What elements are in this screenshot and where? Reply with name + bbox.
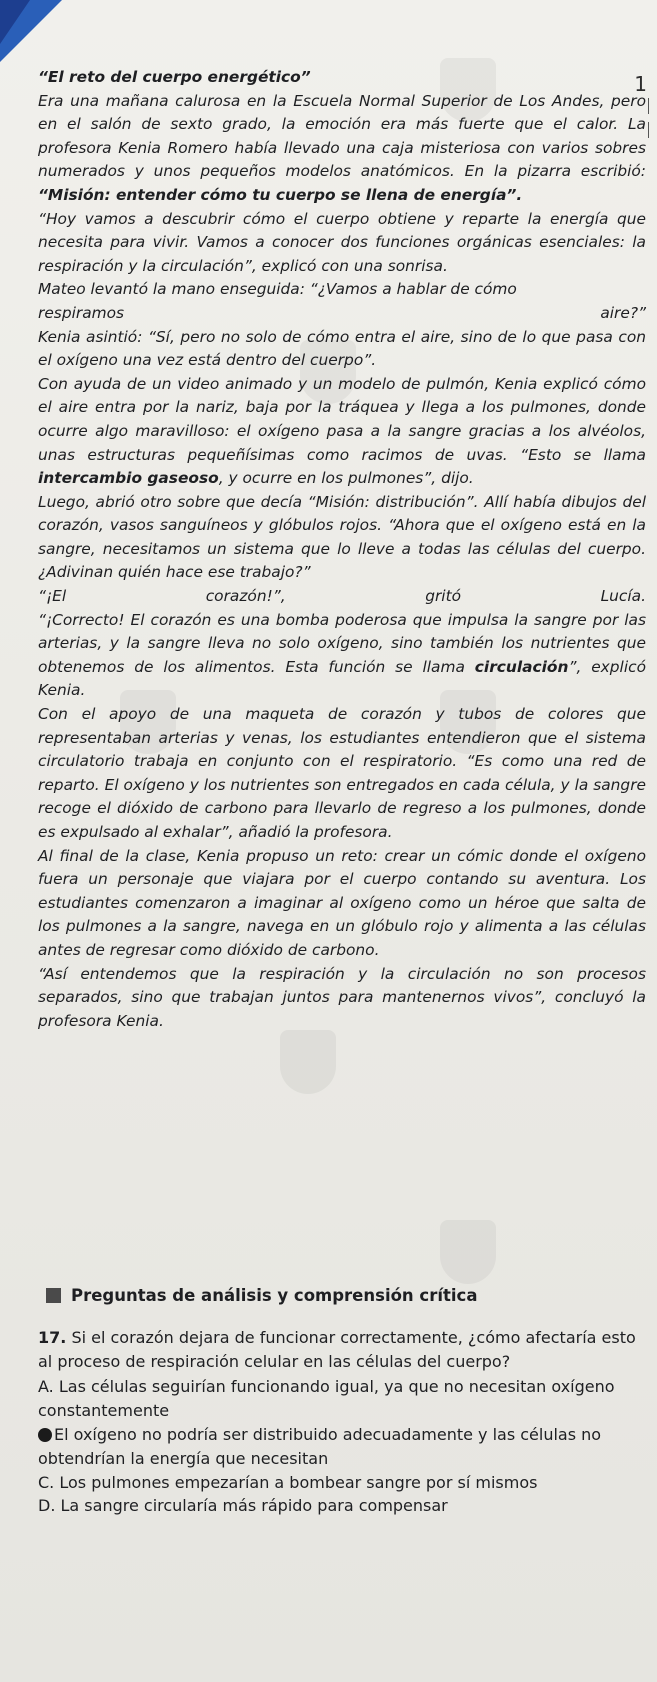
paragraph-text: Mateo levantó la mano enseguida: “¿Vamos a hablar de cómo xyxy=(38,280,517,299)
paragraph-text: Lucía. xyxy=(600,587,646,606)
story-paragraph: Con el apoyo de una maqueta de corazón y tubos de colores que representaban arterias y venas, los estudiantes entendieron que el sistema circulatorio trabaja en conjunto con el respiratorio. “Es como una red de reparto. El oxígeno y los nutrientes son entregados en cada célula, y la sangre recoge el dióxido de carbono para llevarlo de regreso a los pulmones, donde es expulsado al exhalar”, añadió la profesora. xyxy=(38,705,646,841)
question-17 xyxy=(38,1326,646,1374)
mission-text: “Misión: entender cómo tu cuerpo se llena de energía”. xyxy=(38,185,523,204)
option-text: El oxígeno no podría ser distribuido adecuadamente y las células no obtendrían la energía que necesitan xyxy=(38,1424,602,1468)
story-paragraph: “Así entendemos que la respiración y la circulación no son procesos separados, sino que trabajan juntos para mantenernos vivos”, concluyó la profesora Kenia. xyxy=(38,964,646,1030)
question-text: Si el corazón dejara de funcionar correctamente, ¿cómo afectaría esto al proceso de respiración celular en las células del cuerpo? xyxy=(38,1327,636,1371)
section-heading-text: Preguntas de análisis y comprensión crítica xyxy=(71,1286,478,1305)
story-paragraph xyxy=(38,373,646,491)
option-text: Las células seguirían funcionando igual, ya que no necesitan oxígeno constantemente xyxy=(38,1377,615,1421)
story-title: “El reto del cuerpo energético” xyxy=(38,68,311,86)
paragraph-text: , y ocurre en los pulmones”, dijo. xyxy=(218,469,474,488)
story-paragraph-continued xyxy=(38,302,646,326)
paragraph-text: “¡Correcto! El corazón es una bomba poderosa que impulsa la sangre por las arterias, y la sangre lleva no solo oxígeno, sino también los nutrientes que obtenemos de los alimentos. Esta función se llama xyxy=(38,610,646,676)
option-c[interactable] xyxy=(38,1471,646,1495)
page-corner-decoration-dark xyxy=(0,0,30,44)
option-letter: C. xyxy=(38,1472,55,1492)
question-number: 17. xyxy=(38,1327,67,1347)
option-text: La sangre circularía más rápido para compensar xyxy=(60,1496,448,1516)
page-number: 1 xyxy=(634,72,647,96)
questions-section xyxy=(38,1284,646,1518)
paragraph-text: gritó xyxy=(425,587,462,606)
story-paragraph: “Hoy vamos a descubrir cómo el cuerpo obtiene y reparte la energía que necesita para vivir. Vamos a conocer dos funciones orgánicas esenciales: la respiración y la circulación”, explicó con una sonrisa. xyxy=(38,209,646,275)
option-b[interactable] xyxy=(38,1423,646,1471)
option-text: Los pulmones empezarían a bombear sangre por sí mismos xyxy=(59,1472,538,1492)
paragraph-text: respiramos xyxy=(38,303,125,322)
square-bullet-icon xyxy=(46,1288,61,1303)
selected-mark-icon xyxy=(38,1428,52,1442)
story-paragraph xyxy=(38,90,646,208)
paragraph-text: Era una mañana calurosa en la Escuela Normal Superior de Los Andes, pero en el salón de sexto grado, la emoción era más fuerte que el calor. La profesora Kenia Romero había llevado una caja misteriosa con varios sobres numerados y unos pequeños modelos anatómicos. En la pizarra escribió: xyxy=(38,91,646,181)
paragraph-text: “¡El xyxy=(38,587,67,606)
story-paragraph: Al final de la clase, Kenia propuso un reto: crear un cómic donde el oxígeno fuera un personaje que viajara por el cuerpo contando su aventura. Los estudiantes comenzaron a imaginar al oxígeno como un héroe que salta de los pulmones a la sangre, navega en un glóbulo rojo y alimenta a las células antes de regresar como dióxido de carbono. xyxy=(38,846,646,959)
story-paragraph xyxy=(38,585,646,609)
story-text xyxy=(38,66,646,1033)
story-paragraph: Luego, abrió otro sobre que decía “Misión: distribución”. Allí había dibujos del corazón, vasos sanguíneos y glóbulos rojos. “Ahora que el oxígeno está en la sangre, necesitamos un sistema que lo lleve a todas las células del cuerpo. ¿Adivinan quién hace ese trabajo?” xyxy=(38,492,646,582)
story-paragraph: Kenia asintió: “Sí, pero no solo de cómo entra el aire, sino de lo que pasa con el oxígeno una vez está dentro del cuerpo”. xyxy=(38,327,646,370)
key-term: intercambio gaseoso xyxy=(38,469,219,488)
section-heading xyxy=(38,1284,646,1308)
paragraph-text: corazón!”, xyxy=(205,587,286,606)
watermark-seal xyxy=(280,1030,336,1094)
option-a[interactable] xyxy=(38,1375,646,1423)
edge-mark xyxy=(648,98,649,114)
story-paragraph xyxy=(38,609,646,703)
option-letter: D. xyxy=(38,1496,56,1516)
story-paragraph xyxy=(38,278,646,302)
option-d[interactable] xyxy=(38,1494,646,1518)
edge-mark xyxy=(648,122,649,138)
option-letter: A. xyxy=(38,1377,54,1397)
paragraph-text: aire?” xyxy=(600,303,646,322)
watermark-seal xyxy=(440,1220,496,1284)
key-term: circulación xyxy=(474,657,569,676)
paragraph-text: Con ayuda de un video animado y un modelo de pulmón, Kenia explicó cómo el aire entra por la nariz, baja por la tráquea y llega a los pulmones, donde ocurre algo maravilloso: el oxígeno pasa a la sangre gracias a los alvéolos, unas estructuras pequeñísimas como racimos de uvas. “Esto se llama xyxy=(38,374,646,464)
paragraph-text: ”, explicó Kenia. xyxy=(38,657,646,700)
